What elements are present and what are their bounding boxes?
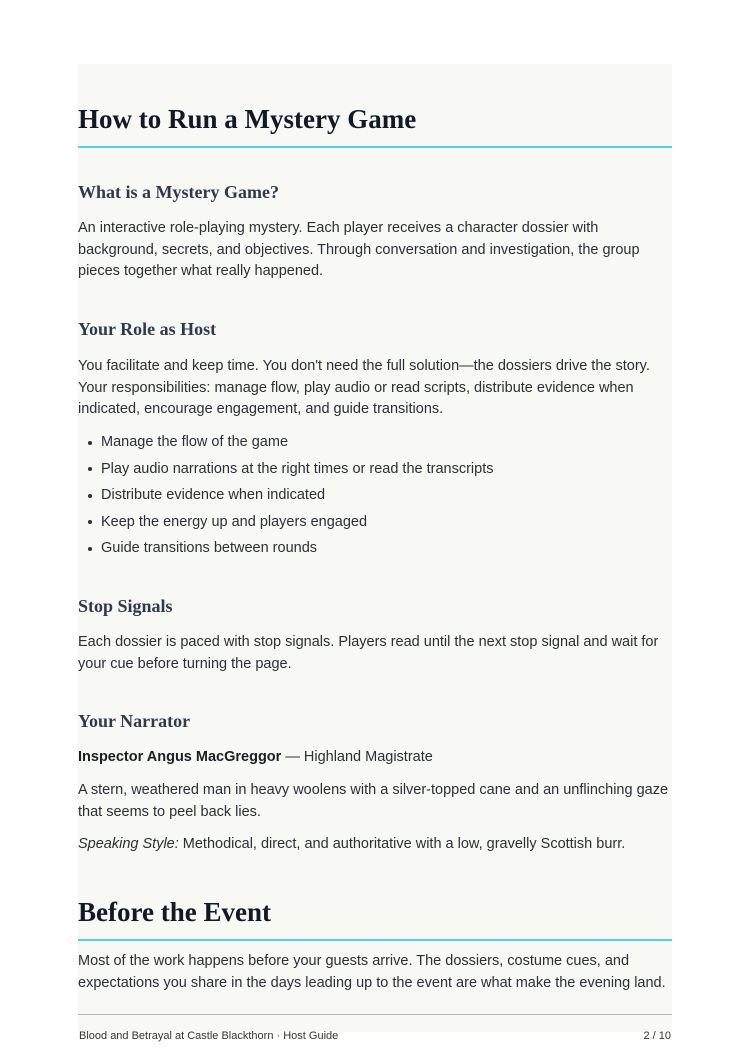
narrator-description: A stern, weathered man in heavy woolens with a silver-topped cane and an unflinching gaze that seems to peel back lies. (78, 782, 669, 820)
page-footer (79, 1030, 671, 1042)
narrator-line (78, 747, 672, 769)
list-item: Manage the flow of the game (78, 429, 672, 456)
speaking-style-text: Methodical, direct, and authoritative with a low, gravelly Scottish burr. (178, 836, 626, 852)
before-rule (78, 939, 672, 941)
narrator-role: — Highland Magistrate (281, 749, 433, 765)
before-paragraph: Most of the work happens before your guests arrive. The dossiers, costume cues, and expectations you share in the days leading up to the event are what make the evening land. (78, 953, 666, 991)
section-title-before: Before the Event (78, 897, 271, 927)
speaking-style-label: Speaking Style: (78, 836, 179, 852)
page-number: 2 / 10 (643, 1030, 671, 1042)
heading-what: What is a Mystery Game? (78, 182, 279, 202)
section-title-run: How to Run a Mystery Game (78, 104, 417, 134)
heading-role: Your Role as Host (78, 319, 217, 339)
role-list (78, 429, 672, 562)
role-paragraph: You facilitate and keep time. You don't need the full solution—the dossiers drive the story. Your responsibilities: manage flow, play audio or read scripts, distribute evidence when indicated, encourage engagement, and guide transitions. (78, 358, 650, 417)
narrator-name: Inspector Angus MacGreggor (78, 749, 282, 765)
heading-stop: Stop Signals (78, 596, 173, 616)
title-rule (78, 146, 672, 148)
footer-document-title: Blood and Betrayal at Castle Blackthorn · Host Guide (79, 1030, 339, 1042)
speaking-style (78, 834, 672, 856)
list-item: Guide transitions between rounds (78, 535, 672, 562)
stop-paragraph: Each dossier is paced with stop signals. Players read until the next stop signal and wait for your cue before turning the page. (78, 634, 659, 672)
what-paragraph: An interactive role-playing mystery. Each player receives a character dossier with background, secrets, and objectives. Through conversation and investigation, the group pieces together what really happened. (78, 220, 640, 279)
list-item: Distribute evidence when indicated (78, 482, 672, 509)
footer-rule (78, 1014, 672, 1015)
list-item: Keep the energy up and players engaged (78, 509, 672, 536)
list-item: Play audio narrations at the right times or read the transcripts (78, 456, 672, 483)
heading-narrator: Your Narrator (78, 711, 191, 731)
